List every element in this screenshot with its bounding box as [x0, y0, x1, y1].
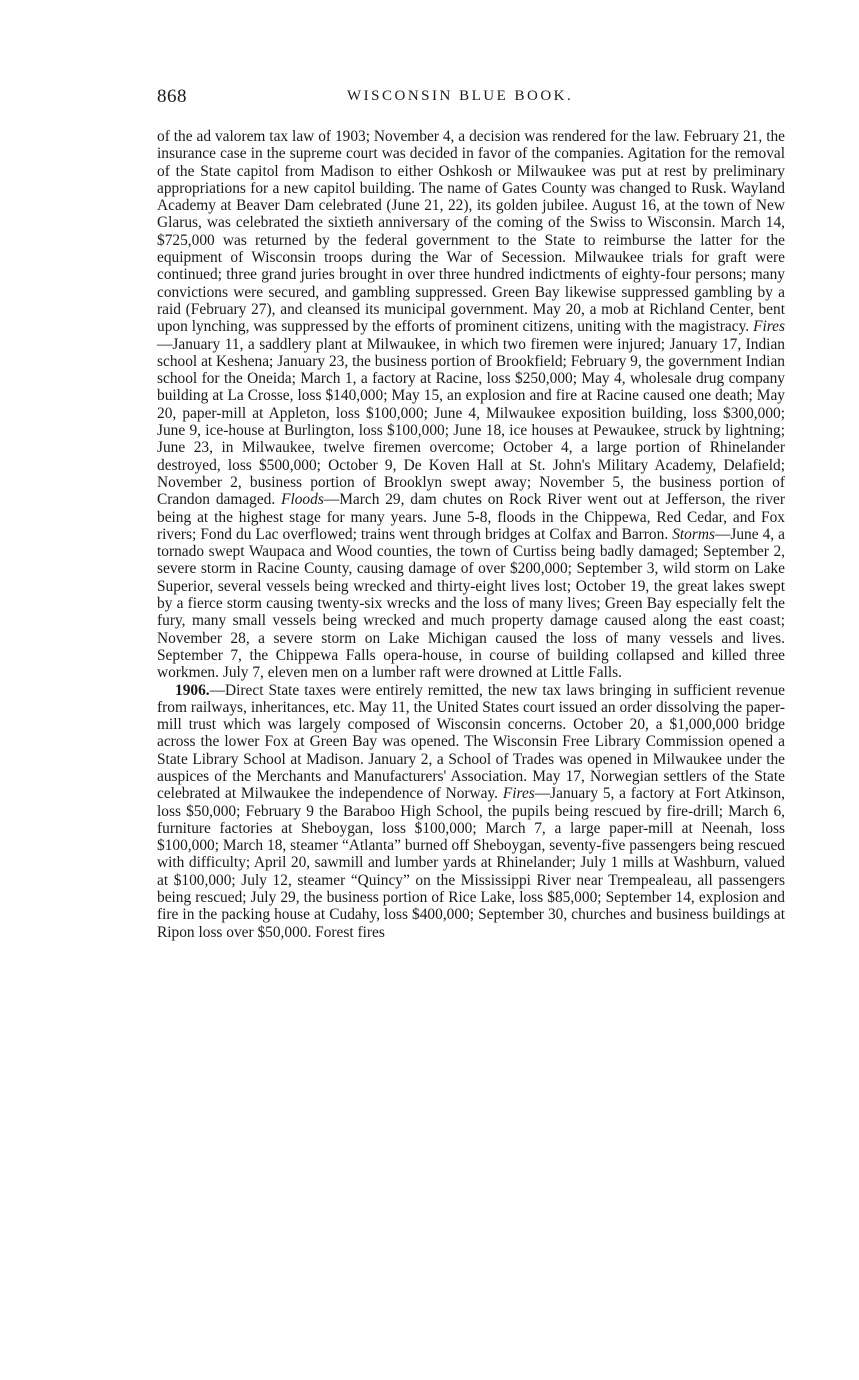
page-header [157, 86, 785, 114]
page-number: 868 [157, 86, 187, 107]
text-run: —March 29, dam chutes on Rock River went out at Jefferson, the river being at the highest stage for many years. June 5-8, floods in the Chippewa, Red Cedar, and Fox rivers; Fond du Lac overflowed; trains went through bridges at Colfax and Barron. [157, 491, 785, 543]
text-run: —January 5, a factory at Fort Atkinson, loss $50,000; February 9 the Baraboo High School, the pupils being rescued by fire-drill; March 6, furniture factories at Sheboygan, loss $100,000; March 7, a large paper-mill at Neenah, loss $100,000; March 18, steamer “Atlanta” burned off Sheboygan, seventy-five passengers being rescued with difficulty; April 20, sawmill and lumber yards at Rhinelander; July 1 mills at Washburn, valued at $100,000; July 12, steamer “Quincy” on the Mississippi River near Trempealeau, all passengers being rescued; July 29, the business portion of Rice Lake, loss $85,000; September 14, explosion and fire in the packing house at Cudahy, loss $400,000; September 30, churches and business buildings at Ripon loss over $50,000. Forest fires [157, 785, 785, 941]
section-heading-fires: Fires [502, 785, 535, 803]
section-heading-storms: Storms [672, 525, 715, 543]
text-run: of the ad valorem tax law of 1903; November 4, a decision was rendered for the law. February 21, the insurance case in the supreme court was decided in favor of the companies. Agitation for the removal of the State capitol from Madison to either Oshkosh or Milwaukee was put at rest by preliminary appropriations for a new capitol building. The name of Gates County was changed to Rusk. Wayland Academy at Beaver Dam celebrated (June 21, 22), its golden jubilee. August 16, at the town of New Glarus, was celebrated the sixtieth anniversary of the coming of the Swiss to Wisconsin. March 14, $725,000 was returned by the federal government to the State to reimburse the latter for the equipment of Wisconsin troops during the War of Secession. Milwaukee trials for graft were continued; three grand juries brought in over three hundred indictments of eighty-four persons; many convictions were secured, and gambling suppressed. Green Bay likewise suppressed gambling by a raid (February 27), and cleansed its municipal government. May 20, a mob at Richland Center, bent upon lynching, was suppressed by the efforts of prominent citizens, uniting with the magistracy. [157, 128, 785, 336]
text-run: —Direct State taxes were entirely remitted, the new tax laws bringing in sufficient revenue from railways, inheritances, etc. May 11, the United States court issued an order dissolving the paper-mill trust which was largely composed of Wisconsin concerns. October 20, a $1,000,000 bridge across the lower Fox at Green Bay was opened. The Wisconsin Free Library Commission opened a State Library School at Madison. January 2, a School of Trades was opened in Milwaukee under the auspices of the Merchants and Manufacturers' Association. May 17, Norwegian settlers of the State celebrated at Milwaukee the independence of Norway. [157, 681, 785, 803]
page-body [157, 128, 785, 941]
text-run: —June 4, a tornado swept Waupaca and Wood counties, the town of Curtiss being badly damaged; September 2, severe storm in Racine County, causing damage of over $200,000; September 3, wild storm on Lake Superior, several vessels being wrecked and thirty-eight lives lost; October 19, the great lakes swept by a fierce storm causing twenty-six wrecks and the loss of many lives; Green Bay especially felt the fury, many small vessels being wrecked and much property damage caused along the east coast; November 28, a severe storm on Lake Michigan caused the loss of many vessels and lives. September 7, the Chippewa Falls opera-house, in course of building collapsed and killed three workmen. July 7, eleven men on a lumber raft were drowned at Little Falls. [157, 525, 785, 682]
section-heading-floods: Floods [281, 491, 324, 509]
paragraph-1905-continued [157, 128, 785, 682]
paragraph-1906 [157, 682, 785, 941]
year-heading-1906: 1906. [175, 681, 210, 699]
running-title: WISCONSIN BLUE BOOK. [347, 88, 574, 104]
section-heading-fires: Fires [753, 318, 785, 336]
text-run: —January 11, a saddlery plant at Milwaukee, in which two firemen were injured; January 17, Indian school at Keshena; January 23, the business portion of Brookfield; February 9, the government Indian school for the Oneida; March 1, a factory at Racine, loss $250,000; May 4, wholesale drug company building at La Crosse, loss $140,000; May 15, an explosion and fire at Racine caused one death; May 20, paper-mill at Appleton, loss $100,000; June 4, Milwaukee exposition building, loss $300,000; June 9, ice-house at Burlington, loss $100,000; June 18, ice houses at Pewaukee, struck by lightning; June 23, in Milwaukee, twelve firemen overcome; October 4, a large portion of Rhinelander destroyed, loss $500,000; October 9, De Koven Hall at St. John's Military Academy, Delafield; November 2, business portion of Brooklyn swept away; November 5, the business portion of Crandon damaged. [157, 335, 785, 509]
